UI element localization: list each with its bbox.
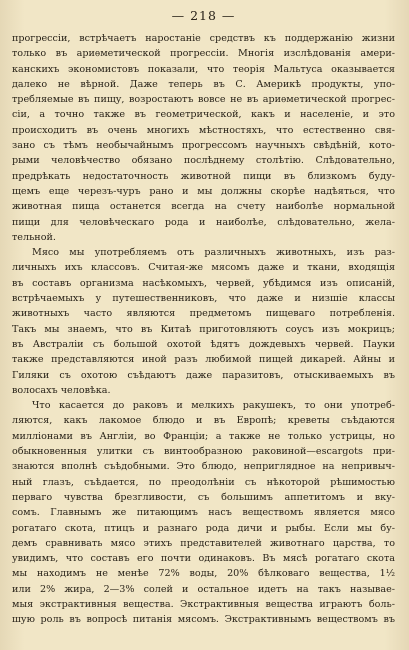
text-line: ляются, какъ лакомое блюдо и въ Европѣ; креветы съѣдаются — [12, 415, 395, 427]
text-line: рыми человѣчество обязано послѣднему столѣтію. Слѣдовательно, — [12, 155, 395, 167]
paragraph-3 — [12, 398, 395, 627]
text-line: милліонами въ Англіи, во Франціи; а также не только устрицы, но — [12, 430, 395, 442]
text-line: личныхъ ихъ классовъ. Считая-же мясомъ даже и ткани, входящія — [12, 262, 395, 274]
paragraph-1 — [12, 31, 395, 245]
body-text — [12, 31, 395, 628]
text-line: перваго чувства брезгливости, съ большимъ аппетитомъ и вку- — [12, 491, 395, 503]
text-line: или 2% жира, 2—3% солей и остальное идетъ на такъ называе- — [12, 583, 395, 595]
text-line: демъ сравнивать мясо этихъ представителей животнаго царства, то — [12, 537, 395, 549]
text-line: животныхъ часто являются предметомъ пищеваго потребленія. — [12, 308, 395, 320]
text-line: Мясо мы употребляемъ отъ различныхъ животныхъ, изъ раз- — [32, 247, 395, 259]
text-line: мы находимъ не менѣе 72% воды, 20% бѣлковаго вещества, 1½ — [12, 568, 395, 580]
text-line: Такъ мы знаемъ, что въ Китаѣ приготовляютъ соусъ изъ мокрицъ; — [12, 323, 395, 335]
text-line: шую роль въ вопросѣ питанія мясомъ. Экстрактивнымъ веществомъ въ — [12, 614, 395, 626]
text-line: только въ ариѳметической прогрессіи. Многія изслѣдованія амери- — [12, 48, 395, 60]
text-line: въ составъ организма насѣкомыхъ, червей, убѣдимся изъ описаній, — [12, 277, 395, 289]
text-line: увидимъ, что составъ его почти одинаковъ. Въ мясѣ рогатаго скота — [12, 553, 395, 565]
text-line: сіи, а точно также въ геометрической, какъ и населеніе, и это — [12, 109, 395, 121]
text-line: обыкновенныя улитки съ винтообразною раковиной—escargots при- — [12, 446, 395, 458]
text-line: тельной. — [12, 231, 56, 243]
text-line: встрѣчаемыхъ у путешественниковъ, что даже и низшіе классы — [12, 293, 395, 305]
text-line: зано съ тѣмъ необычайнымъ прогрессомъ научныхъ свѣдѣній, кото- — [12, 140, 395, 152]
text-line: Что касается до раковъ и мелкихъ ракушекъ, то они употреб- — [32, 400, 395, 412]
text-line: знаются вполнѣ съѣдобными. Это блюдо, неприглядное на непривыч- — [12, 461, 395, 473]
text-line: волосахъ человѣка. — [12, 384, 111, 396]
text-line: далеко не вѣрной. Даже теперь въ С. Америкѣ продукты, упо- — [12, 78, 395, 90]
paragraph-2 — [12, 245, 395, 398]
text-line: сомъ. Главнымъ же питающимъ насъ веществомъ является мясо — [12, 507, 395, 519]
text-line: предрѣкать недостаточность животной пищи въ близкомъ буду- — [12, 170, 395, 182]
text-line: щемъ еще черезъ-чуръ рано и мы должны скорѣе надѣяться, что — [12, 185, 395, 197]
text-line: ный глазъ, съѣдается, по преодолѣніи съ нѣкоторой рѣшимостью — [12, 476, 395, 488]
text-line: мыя экстрактивныя вещества. Экстрактивныя вещества играютъ боль- — [12, 598, 395, 610]
text-line: также представляются иной разъ любимой пищей дикарей. Айны и — [12, 354, 395, 366]
text-line: рогатаго скота, птицъ и разнаго рода дичи и рыбы. Если мы бу- — [12, 522, 395, 534]
text-line: пищи для человѣческаго рода и наиболѣе, слѣдовательно, жела- — [12, 216, 395, 228]
page-number: — 218 — — [171, 8, 236, 23]
text-line: животная пища останется всегда на счету наиболѣе нормальной — [12, 201, 395, 213]
text-line: Гиляки съ охотою съѣдаютъ даже паразитовъ, отыскиваемыхъ въ — [12, 369, 395, 381]
text-line: въ Австраліи съ большой охотой ѣдятъ дождевыхъ червей. Пауки — [12, 338, 395, 350]
text-line: канскихъ экономистовъ показали, что теорія Мальтуса оказывается — [12, 63, 395, 75]
text-line: требляемые въ пищу, возростаютъ вовсе не въ ариѳметической прогрес- — [12, 94, 395, 106]
text-line: прогрессіи, встрѣчаетъ наростаніе средствъ къ поддержанію жизни — [12, 33, 395, 44]
text-line: происходитъ въ очень многихъ мѣстностяхъ, что естественно свя- — [12, 124, 395, 136]
